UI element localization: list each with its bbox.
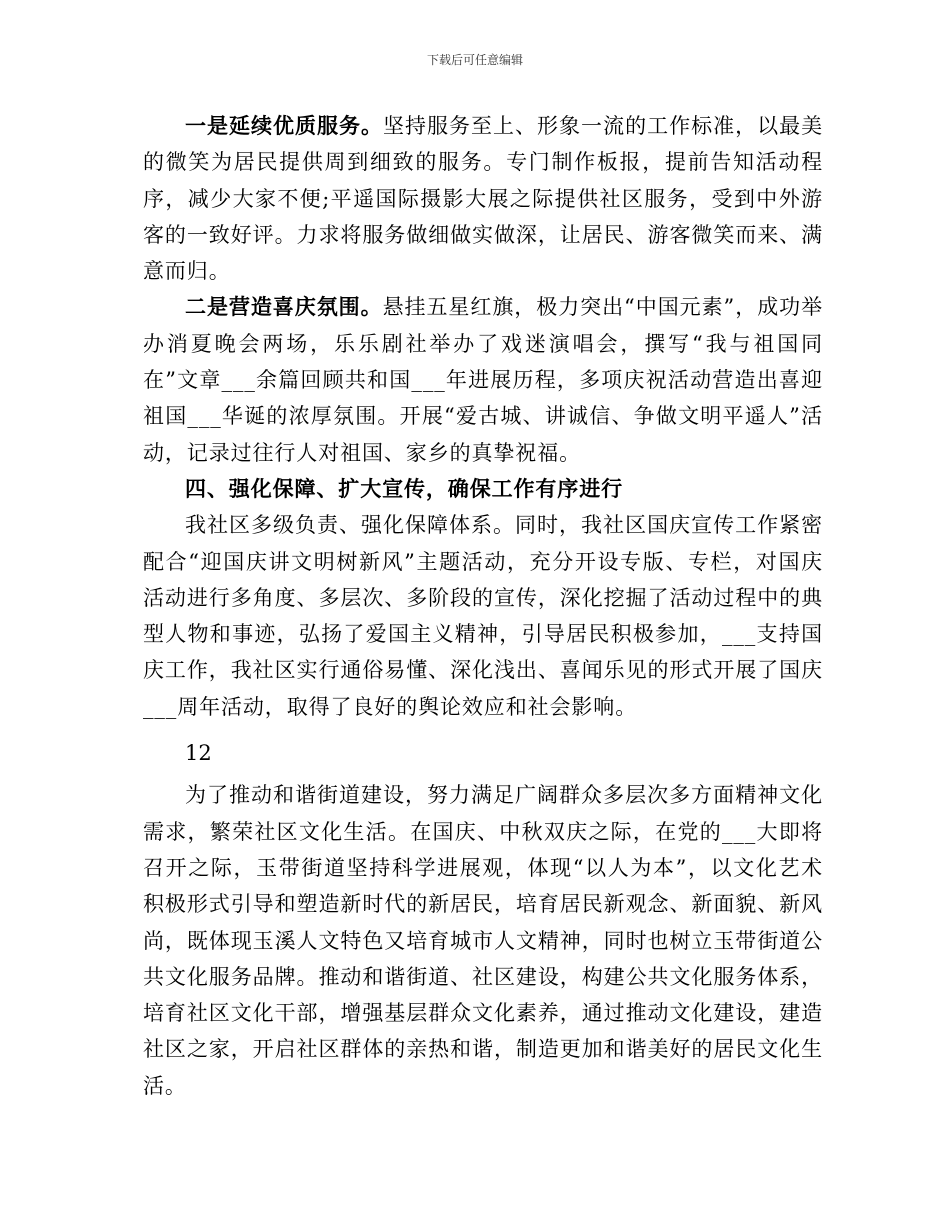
paragraph-text: 悬挂五星红旗，极力突出“中国元素”，成功举办消夏晚会两场，乐乐剧社举办了戏迷演唱会，撰写“我与祖国同在”文章___余篇回顾共和国___年进展历程，多项庆祝活动营造出喜迎祖国___华诞的浓厚氛围。开展“爱古城、讲诚信、争做文明平遥人”活动，记录过往行人对祖国、家乡的真挚祝福。 — [143, 295, 823, 465]
paragraph-text: 坚持服务至上、形象一流的工作标准，以最美的微笑为居民提供周到细致的服务。专门制作板报，提前告知活动程序，减少大家不便;平遥国际摄影大展之际提供社区服务，受到中外游客的一致好评。力求将服务做细做实做深，让居民、游客微笑而来、满意而归。 — [143, 114, 823, 284]
number-marker: 12 — [185, 741, 212, 766]
paragraph-atmosphere — [143, 289, 823, 470]
paragraph-culture: 为了推动和谐街道建设，努力满足广阔群众多层次多方面精神文化需求，繁荣社区文化生活。在国庆、中秋双庆之际，在党的___大即将召开之际，玉带街道坚持科学进展观，体现“以人为本”，以文化艺术积极形式引导和塑造新时代的新居民，培育居民新观念、新面貌、新风尚，既体现玉溪人文特色又培育城市人文精神，同时也树立玉带街道公共文化服务品牌。推动和谐街道、社区建设，构建公共文化服务体系，培育社区文化干部，增强基层群众文化素养，通过推动文化建设，建造社区之家，开启社区群体的亲热和谐，制造更加和谐美好的居民文化生活。 — [143, 783, 823, 1098]
section-heading: 四、强化保障、扩大宣传，确保工作有序进行 — [185, 475, 623, 501]
document-body — [143, 108, 823, 1104]
paragraph-lead: 二是营造喜庆氛围。 — [185, 294, 383, 320]
paragraph-publicity: 我社区多级负责、强化保障体系。同时，我社区国庆宣传工作紧密配合“迎国庆讲文明树新风”主题活动，充分开设专版、专栏，对国庆活动进行多角度、多层次、多阶段的宣传，深化挖掘了活动过程中的典型人物和事迹，弘扬了爱国主义精神，引导居民积极参加，___支持国庆工作，我社区实行通俗易懂、深化浅出、喜闻乐见的形式开展了国庆___周年活动，取得了良好的舆论效应和社会影响。 — [143, 513, 823, 719]
page-header: 下载后可任意编辑 — [426, 53, 523, 67]
paragraph-lead: 一是延续优质服务。 — [185, 113, 384, 138]
paragraph-service — [143, 108, 823, 289]
